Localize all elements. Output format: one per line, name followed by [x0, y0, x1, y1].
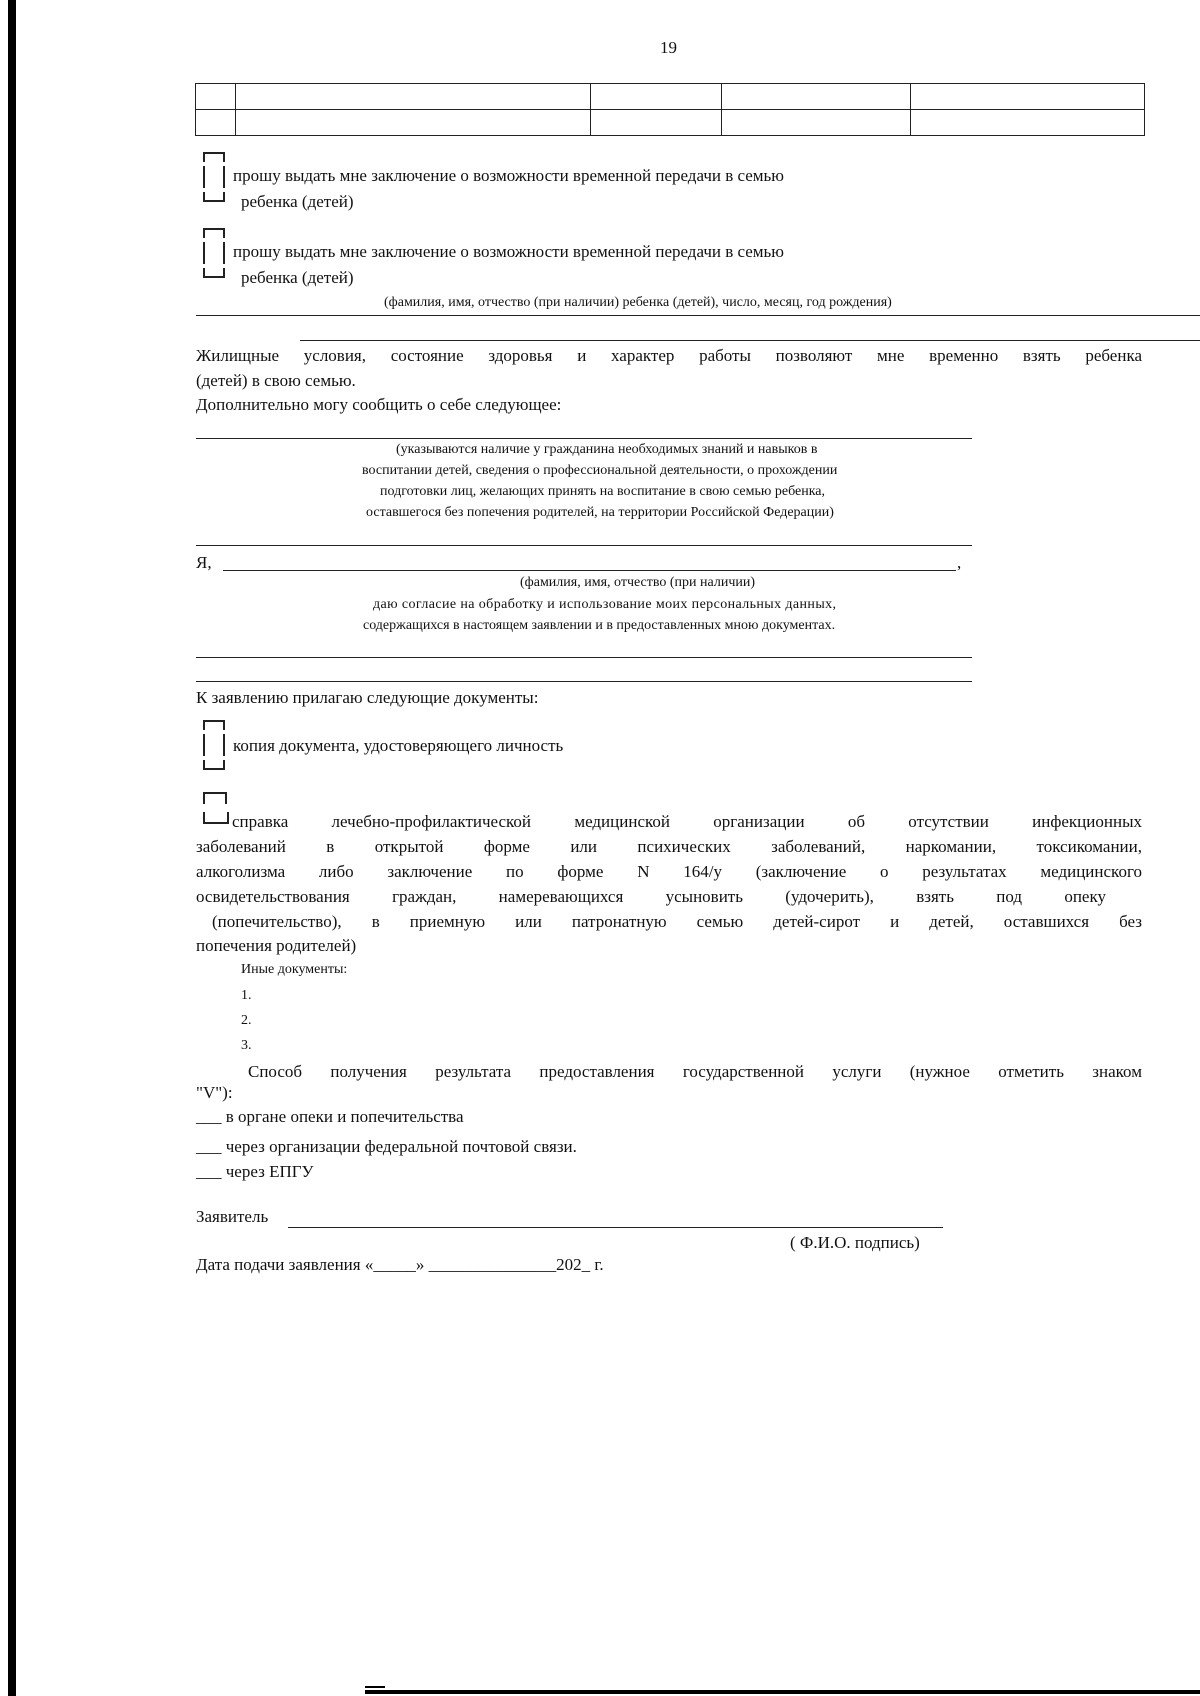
medical-line-4: освидетельствования граждан, намеревающихся усыновить (удочерить), взять под опеку: [196, 887, 1106, 906]
signature-caption: ( Ф.И.О. подпись): [790, 1233, 920, 1252]
table-cell: [721, 84, 911, 110]
consent-prefix: Я,: [196, 553, 212, 572]
child-info-line: [196, 315, 1200, 316]
housing-text-line2: (детей) в свою семью.: [196, 371, 356, 390]
scan-edge-left: [8, 0, 16, 1696]
medical-line-5: (попечительство), в приемную или патронатную семью детей-сирот и детей, оставшихся без: [212, 912, 1142, 931]
result-option-guardianship[interactable]: ___ в органе опеки и попечительства: [196, 1107, 464, 1126]
consent-name-caption: (фамилия, имя, отчество (при наличии): [520, 575, 756, 590]
medical-line-3: алкоголизма либо заключение по форме N 164/у (заключение о результатах медицинского: [196, 862, 1142, 881]
table-cell: [721, 110, 911, 136]
consent-signature-line[interactable]: [196, 657, 972, 658]
skills-caption-3: подготовки лиц, желающих принять на воспитание в свою семью ребенка,: [380, 484, 826, 499]
additional-info-field[interactable]: [196, 438, 972, 439]
table-cell: [235, 84, 590, 110]
identity-document-checkbox[interactable]: [203, 720, 225, 772]
medical-line-1: справка лечебно-профилактической медицинской организации об отсутствии инфекционных: [232, 812, 1142, 831]
table-cell: [911, 110, 1145, 136]
other-document-2: 2.: [241, 1013, 252, 1028]
result-method-line1: Способ получения результата предоставления государственной услуги (нужное отметить знаком: [248, 1062, 1142, 1081]
consent-text-line1: даю согласие на обработку и использование моих персональных данных,: [373, 597, 837, 612]
attachments-heading: К заявлению прилагаю следующие документы:: [196, 688, 539, 707]
table-cell: [235, 110, 590, 136]
table-cell: [196, 84, 236, 110]
skills-caption-2: воспитании детей, сведения о профессиональной деятельности, о прохождении: [362, 463, 838, 478]
applicant-signature-field[interactable]: [288, 1227, 943, 1228]
table-cell: [590, 84, 721, 110]
housing-text-line1: Жилищные условия, состояние здоровья и характер работы позволяют мне временно взять ребенка: [196, 346, 1142, 365]
additional-info-field-2[interactable]: [196, 545, 972, 546]
skills-caption-4: оставшегося без попечения родителей, на территории Российской Федерации): [366, 505, 834, 520]
scan-edge-bottom-dash: [365, 1686, 385, 1688]
result-option-post[interactable]: ___ через организации федеральной почтовой связи.: [196, 1137, 577, 1156]
consent-comma: ,: [957, 553, 962, 572]
temporary-transfer-checkbox-2[interactable]: [203, 228, 225, 280]
option-2-line1: прошу выдать мне заключение о возможности временной передачи в семью: [233, 242, 785, 261]
option-2-line2: ребенка (детей): [241, 268, 354, 287]
temporary-transfer-checkbox-1[interactable]: [203, 152, 225, 204]
other-document-3: 3.: [241, 1038, 252, 1053]
option-1-line2: ребенка (детей): [241, 192, 354, 211]
identity-document-label: копия документа, удостоверяющего личность: [233, 736, 564, 755]
consent-signature-line-2[interactable]: [196, 681, 972, 682]
header-table: [195, 83, 1145, 136]
additional-info-label: Дополнительно могу сообщить о себе следующее:: [196, 395, 562, 414]
skills-caption-1: (указываются наличие у гражданина необходимых знаний и навыков в: [396, 442, 818, 457]
consent-text-line2: содержащихся в настоящем заявлении и в предоставленных мною документах.: [363, 618, 836, 633]
table-row: [196, 110, 1145, 136]
medical-line-2: заболеваний в открытой форме или психических заболеваний, наркомании, токсикомании,: [196, 837, 1142, 856]
table-row: [196, 84, 1145, 110]
result-method-line2: "V"):: [196, 1083, 233, 1102]
medical-certificate-checkbox[interactable]: [203, 792, 229, 828]
table-cell: [590, 110, 721, 136]
scan-edge-bottom: [365, 1690, 1200, 1694]
other-documents-label: Иные документы:: [241, 962, 348, 977]
consent-name-field[interactable]: [223, 570, 956, 571]
option-1-line1: прошу выдать мне заключение о возможности временной передачи в семью: [233, 166, 785, 185]
table-cell: [911, 84, 1145, 110]
applicant-label: Заявитель: [196, 1207, 269, 1226]
child-info-line-2: [300, 340, 1200, 341]
table-cell: [196, 110, 236, 136]
result-option-epgu[interactable]: ___ через ЕПГУ: [196, 1162, 314, 1181]
child-info-caption: (фамилия, имя, отчество (при наличии) ребенка (детей), число, месяц, год рождения): [384, 295, 892, 310]
page-number: 19: [660, 38, 677, 57]
other-document-1: 1.: [241, 988, 252, 1003]
submission-date[interactable]: Дата подачи заявления «_____» _______________202_ г.: [196, 1255, 604, 1274]
medical-line-6: попечения родителей): [196, 936, 357, 955]
